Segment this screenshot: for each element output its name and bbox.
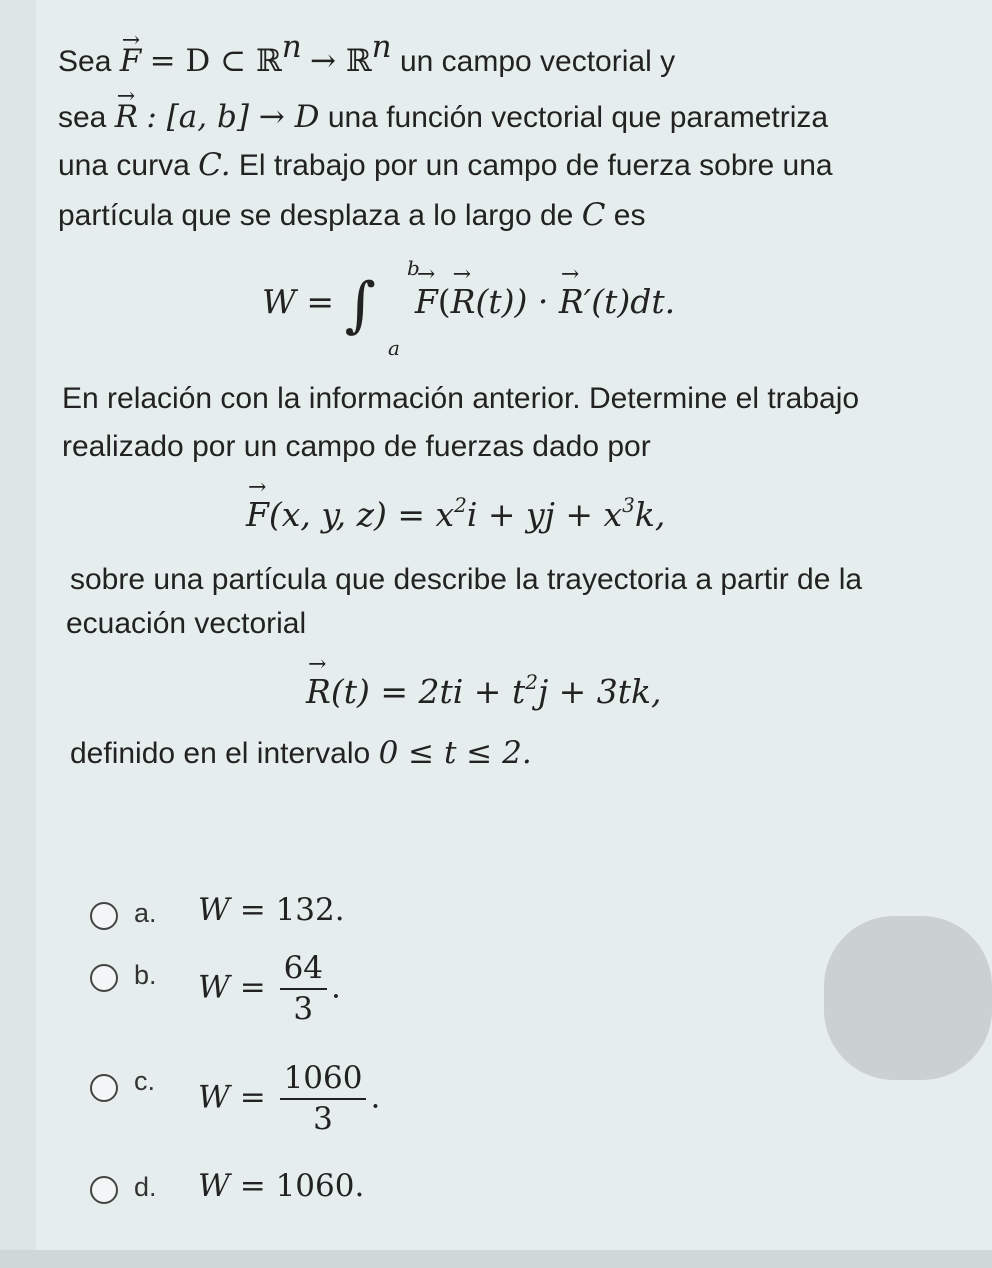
path-equation: [306, 672, 662, 711]
problem-line-1: En relación con la información anterior. Determine el trabajo: [62, 382, 860, 415]
interval-text: definido en el intervalo: [70, 737, 371, 770]
path-symbol: → R: [306, 672, 331, 711]
intro-line-4: [58, 198, 645, 233]
intro-line-2: [58, 100, 828, 135]
integrand-part: (t)) ·: [475, 282, 549, 321]
path-part: (t) = 2ti + t: [330, 672, 526, 711]
option-math: [198, 950, 341, 1028]
intro-line-1: [58, 29, 676, 79]
problem-line-5: [70, 736, 532, 771]
exponent: n: [281, 29, 302, 65]
field-symbol: → F: [120, 44, 142, 78]
paren: (: [437, 282, 451, 321]
intro-text: una función vectorial que parametriza: [327, 101, 829, 134]
fraction-denominator: 3: [313, 1101, 333, 1137]
force-field-equation: [246, 495, 665, 534]
codomain-math: → ℝ: [310, 43, 372, 79]
option-math: [198, 1060, 380, 1138]
field-part: k,: [634, 495, 666, 534]
option-math: [198, 1168, 364, 1204]
work-formula: [262, 256, 676, 360]
integral-upper-limit: b: [407, 256, 420, 280]
radio-button[interactable]: [90, 902, 118, 930]
curve-symbol: C: [581, 197, 606, 233]
integrand-part: ′(t)dt.: [583, 282, 676, 321]
option-tail: .: [370, 1079, 381, 1116]
decorative-blob: [824, 916, 992, 1080]
radio-button[interactable]: [90, 964, 118, 992]
option-lhs: W =: [198, 892, 266, 928]
domain-math: = D ⊂ ℝ: [149, 43, 282, 79]
option-letter: a.: [134, 898, 157, 928]
option-lhs: W =: [198, 1079, 266, 1116]
option-letter: b.: [134, 960, 157, 990]
option-tail: .: [331, 969, 341, 1006]
intro-text: Sea: [58, 45, 112, 78]
work-lhs: W =: [262, 282, 335, 321]
intro-text: partícula que se desplaza a lo largo de: [58, 199, 574, 232]
path-symbol: → R: [115, 100, 138, 134]
field-symbol: → F: [415, 282, 438, 321]
problem-line-3: sobre una partícula que describe la trayectoria a partir de la: [70, 563, 863, 596]
problem-line-2: realizado por un campo de fuerzas dado por: [62, 430, 651, 463]
field-part: i + yj + x: [466, 495, 623, 534]
fraction-numerator: 1060: [280, 1060, 367, 1100]
intro-text: una curva: [58, 149, 190, 182]
path-derivative-symbol: → R: [559, 282, 584, 321]
option-letter: c.: [134, 1066, 156, 1096]
intro-line-3: [58, 148, 833, 183]
intro-text: es: [613, 199, 646, 232]
problem-line-4: ecuación vectorial: [66, 607, 307, 640]
field-part: (x, y, z) = x: [268, 495, 455, 534]
exponent: 2: [454, 493, 467, 517]
integral-lower-limit: a: [388, 336, 400, 360]
option-value: 1060.: [275, 1168, 365, 1204]
fraction-denominator: 3: [293, 991, 314, 1027]
intro-text: sea: [58, 101, 107, 134]
exponent: n: [371, 29, 392, 65]
exponent: 3: [622, 493, 635, 517]
option-math: [198, 892, 345, 928]
integral-sign: ∫: [344, 270, 376, 340]
fraction-numerator: 64: [280, 950, 327, 990]
option-lhs: W =: [198, 969, 266, 1006]
option-lhs: W =: [198, 1168, 266, 1204]
fraction: [280, 950, 327, 1028]
bottom-strip: [0, 1250, 992, 1268]
radio-button[interactable]: [90, 1176, 118, 1204]
radio-button[interactable]: [90, 1074, 118, 1102]
intro-text: un campo vectorial y: [399, 45, 676, 78]
fraction: [280, 1060, 367, 1138]
path-part: j + 3tk,: [537, 672, 662, 711]
interval-math: : [a, b] → D: [146, 99, 320, 135]
path-symbol: → R: [451, 282, 476, 321]
option-letter: d.: [134, 1172, 157, 1202]
exponent: 2: [525, 670, 538, 694]
option-value: 132.: [275, 892, 345, 928]
field-symbol: → F: [246, 495, 269, 534]
intro-text: El trabajo por un campo de fuerza sobre una: [238, 149, 833, 182]
curve-symbol: C.: [198, 147, 231, 183]
interval-math: 0 ≤ t ≤ 2.: [378, 735, 532, 771]
